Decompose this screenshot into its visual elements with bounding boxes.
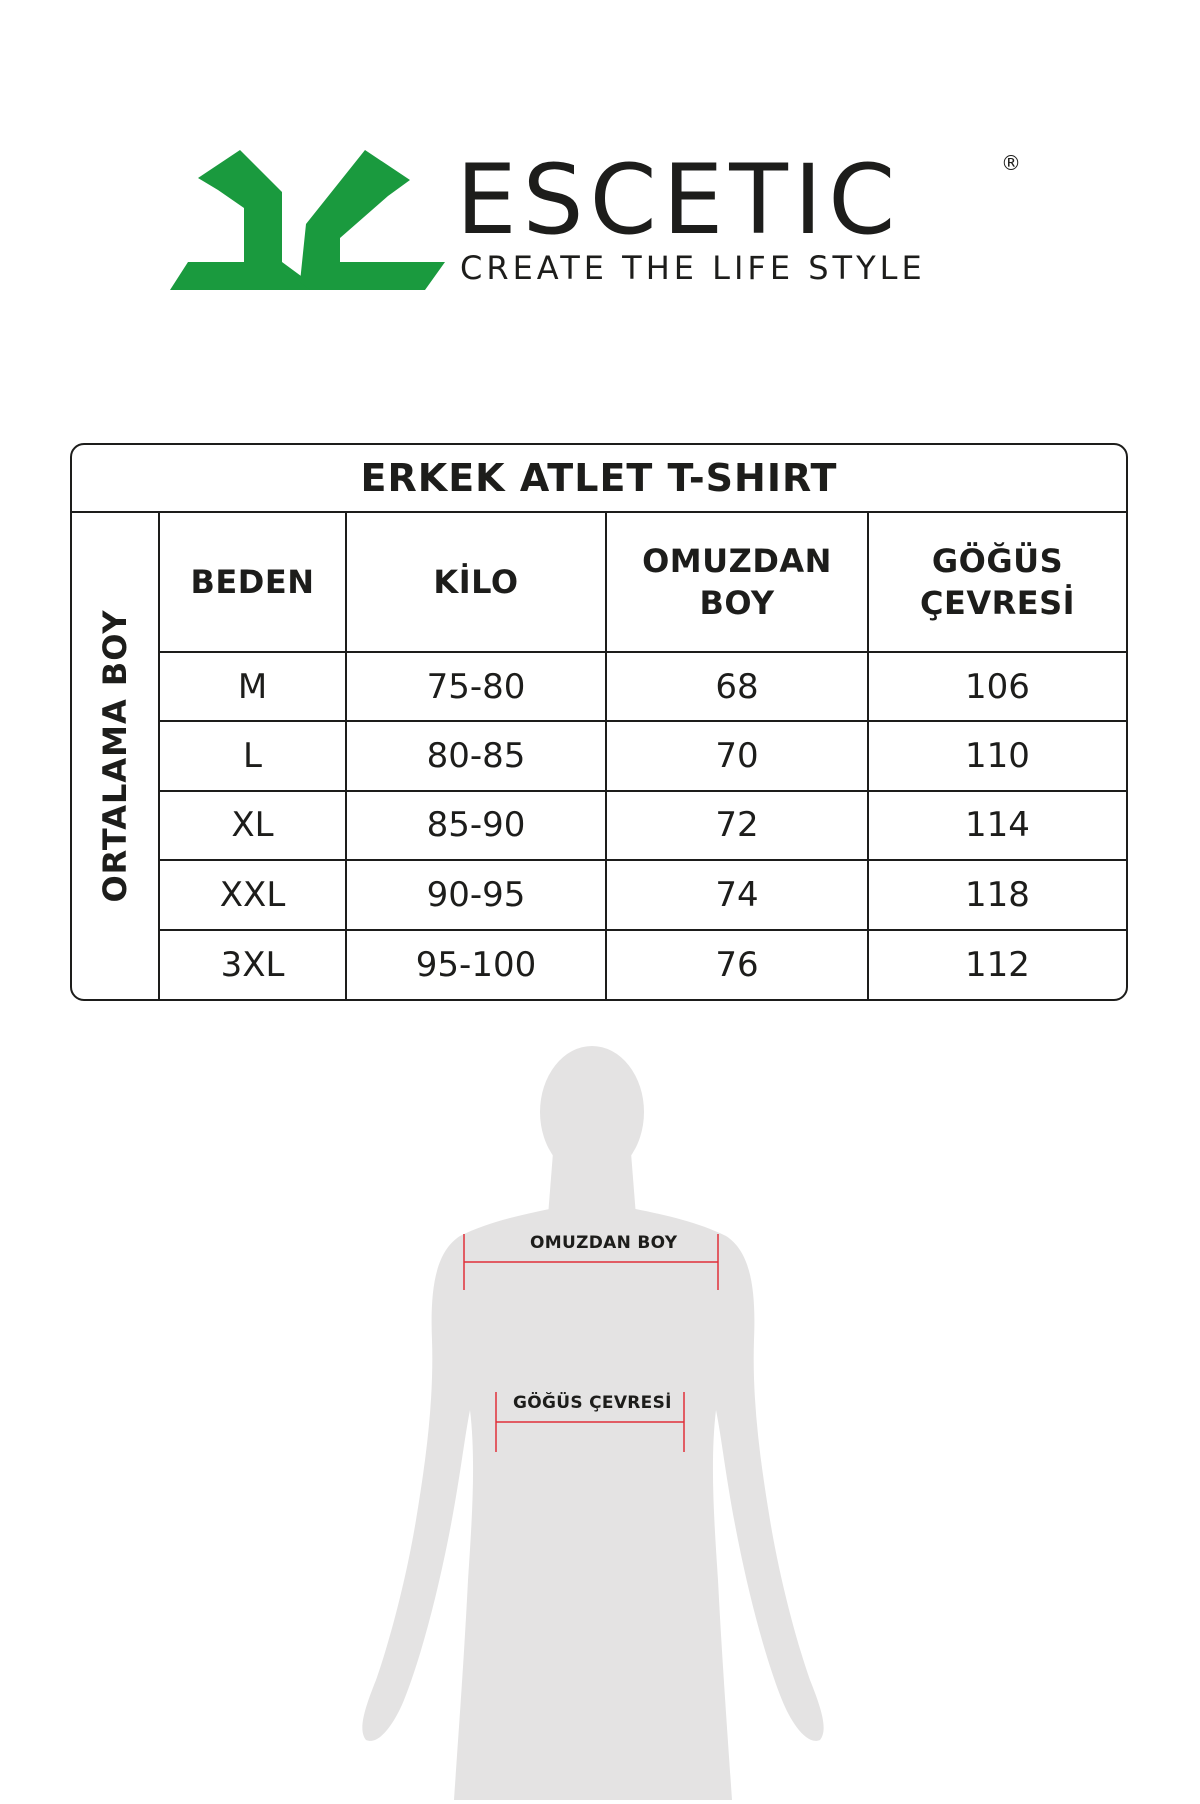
cell-chest: 112: [868, 930, 1126, 999]
table-title: ERKEK ATLET T-SHIRT: [72, 445, 1126, 513]
cell-size: M: [160, 652, 346, 721]
cell-chest: 114: [868, 791, 1126, 860]
header-gogus-cevresi: GÖĞÜS ÇEVRESİ: [868, 513, 1126, 652]
cell-length: 70: [606, 721, 868, 790]
cell-weight: 90-95: [346, 860, 606, 929]
brand-tagline: CREATE THE LIFE STYLE: [460, 249, 926, 287]
table-row: [160, 721, 1126, 790]
body-silhouette-icon: [340, 1040, 860, 1800]
logo-mark-right-shape: [300, 150, 445, 290]
header-row: [160, 513, 1126, 652]
measurement-figure: [340, 1040, 860, 1800]
cell-chest: 118: [868, 860, 1126, 929]
cell-length: 68: [606, 652, 868, 721]
cell-size: L: [160, 721, 346, 790]
cell-weight: 85-90: [346, 791, 606, 860]
cell-length: 76: [606, 930, 868, 999]
cell-chest: 110: [868, 721, 1126, 790]
table-body: [72, 513, 1126, 999]
brand-logo: [170, 140, 1040, 300]
cell-weight: 95-100: [346, 930, 606, 999]
cell-weight: 75-80: [346, 652, 606, 721]
table-row: [160, 930, 1126, 999]
registered-mark: ®: [1001, 151, 1021, 175]
brand-name: ESCETIC: [456, 144, 902, 256]
table-row: [160, 860, 1126, 929]
header-beden: BEDEN: [160, 513, 346, 652]
header-kilo: KİLO: [346, 513, 606, 652]
side-label-cell: [72, 513, 160, 999]
size-chart-table: [70, 443, 1128, 1001]
silhouette-shape: [362, 1046, 823, 1800]
cell-chest: 106: [868, 652, 1126, 721]
cell-size: 3XL: [160, 930, 346, 999]
table-row: [160, 791, 1126, 860]
cell-length: 72: [606, 791, 868, 860]
chest-measure-label: GÖĞÜS ÇEVRESİ: [513, 1393, 672, 1413]
cell-weight: 80-85: [346, 721, 606, 790]
size-grid: [160, 513, 1126, 999]
cell-length: 74: [606, 860, 868, 929]
logo-mark-left-shape: [170, 150, 320, 290]
shoulder-measure-label: OMUZDAN BOY: [530, 1233, 678, 1253]
escetic-logo-icon: [170, 150, 445, 290]
side-label: ORTALAMA BOY: [96, 609, 134, 903]
cell-size: XXL: [160, 860, 346, 929]
header-omuzdan-boy: OMUZDAN BOY: [606, 513, 868, 652]
cell-size: XL: [160, 791, 346, 860]
table-row: [160, 652, 1126, 721]
